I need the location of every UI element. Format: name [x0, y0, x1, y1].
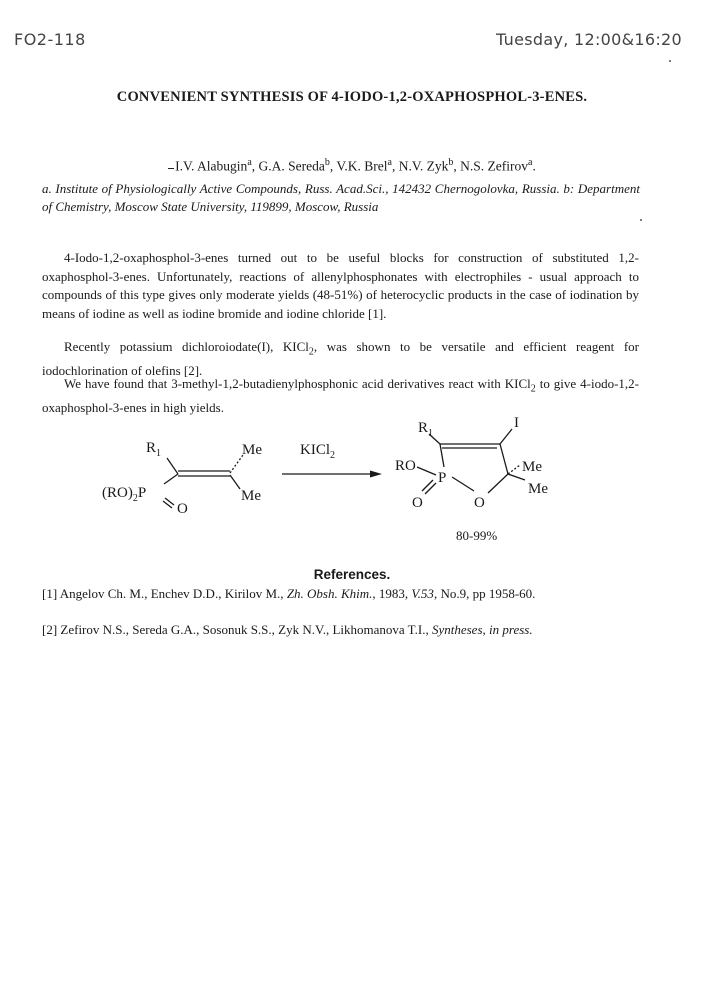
paragraph-text: to give 4-iodo-1,2-oxaphosphol-3-enes in high yields. [42, 376, 640, 416]
reference-volume: V.53 [411, 586, 434, 601]
abstract-code: FO2-118 [14, 30, 86, 49]
affiliations: a. Institute of Physiologically Active Compounds, Russ. Acad.Sci., 142432 Chernogolovka, Russia. b: Department of Chemistry, Moscow State University, 119899, Moscow, Russia [42, 181, 640, 214]
author-name: N.V. Zyk [398, 158, 449, 174]
ring-bond [452, 477, 474, 491]
author-affil-mark: a [387, 157, 392, 168]
ro-label: RO [395, 458, 416, 474]
paragraph-intro: 4-Iodo-1,2-oxaphosphol-3-enes turned out to be useful blocks for construction of substituted 1,2-oxaphosphol-3-enes. Unfortunately, reactions of allenylphosphonates with electrophiles - usual approach to compounds of this type gives only moderate yields (48-51%) of heterocyclic products in the case of iodination by means of iodine as well as iodine bromide and iodine chloride [1]. [42, 250, 639, 321]
bond [167, 458, 178, 474]
me-label: Me [522, 459, 542, 475]
reference-journal: Syntheses, in press. [431, 622, 533, 637]
me-label: Me [242, 442, 262, 458]
paragraph-text: Recently potassium dichloroiodate(I), KICl [64, 339, 309, 354]
paragraph-text: We have found that 3-methyl-1,2-butadienylphosphonic acid derivatives react with KICl [64, 376, 531, 391]
ring-bond [488, 474, 508, 493]
scan-speck [669, 60, 671, 62]
references-heading: References. [313, 567, 391, 582]
iodine-label: I [514, 415, 519, 431]
reaction-scheme [60, 412, 620, 552]
reagent-label: KICl$_2$ [300, 442, 335, 461]
me-label: Me [241, 488, 261, 504]
author-name: G.A. Sereda [258, 158, 325, 174]
author-name: N.S. Zefirov [460, 158, 528, 174]
author-name: I.V. Alabugin [175, 158, 248, 174]
r1-label: $R_1$ [146, 440, 162, 459]
bond [500, 429, 512, 444]
presenter-underline [168, 168, 174, 169]
reference-text: [1] Angelov Ch. M., Enchev D.D., Kirilov M., [42, 586, 287, 601]
phosphorus-label: P [438, 470, 447, 486]
reference-text: , 1983, [372, 586, 412, 601]
reference-journal: Zh. Obsh. Khim. [286, 586, 373, 601]
author-affil-mark: b [324, 157, 330, 168]
me-label: Me [528, 481, 548, 497]
yield-label: 80-99% [456, 528, 498, 543]
author-list: I.V. Alabugin$^a$, G.A. Sereda$^b$, V.K. Brel$^a$, N.V. Zyk$^b$, N.S. Zefirov$^a$. [0, 157, 704, 175]
bond [508, 465, 520, 474]
author-name: V.K. Brel [336, 158, 388, 174]
oxygen-label: O [412, 495, 423, 511]
r1-label: $R_1$ [418, 420, 434, 439]
author-affil-mark: b [448, 157, 454, 168]
paragraph-text: , was shown to be versatile and efficient reagent for iodochlorination of olefins [2]. [42, 339, 639, 379]
bond [230, 475, 240, 489]
reference-item [42, 585, 638, 603]
double-bond [422, 480, 433, 491]
bond [417, 467, 436, 475]
product-structure [417, 429, 525, 494]
reference-item [42, 621, 638, 639]
paper-title: CONVENIENT SYNTHESIS OF 4-IODO-1,2-OXAPHOSPHOL-3-ENES. [116, 89, 588, 105]
author-affil-mark: a [528, 157, 533, 168]
scan-speck [640, 219, 642, 221]
reaction-arrowhead [370, 471, 382, 478]
ring-oxygen-label: O [474, 495, 485, 511]
bond [164, 474, 178, 484]
reactant-structure [163, 455, 243, 508]
oxygen-label: O [177, 501, 188, 517]
double-bond [425, 483, 436, 494]
ring-bond [500, 444, 508, 474]
author-affil-mark: a [247, 157, 252, 168]
session-datetime: Tuesday, 12:00&16:20 [496, 30, 682, 49]
reference-text: , No.9, pp 1958-60. [433, 586, 536, 601]
subscript: 2 [308, 346, 314, 358]
subscript: 2 [530, 383, 536, 395]
reference-text: [2] Zefirov N.S., Sereda G.A., Sosonuk S.S., Zyk N.V., Likhomanova T.I., [42, 622, 432, 637]
ro2p-label: $(RO)_2P$ [102, 485, 147, 504]
